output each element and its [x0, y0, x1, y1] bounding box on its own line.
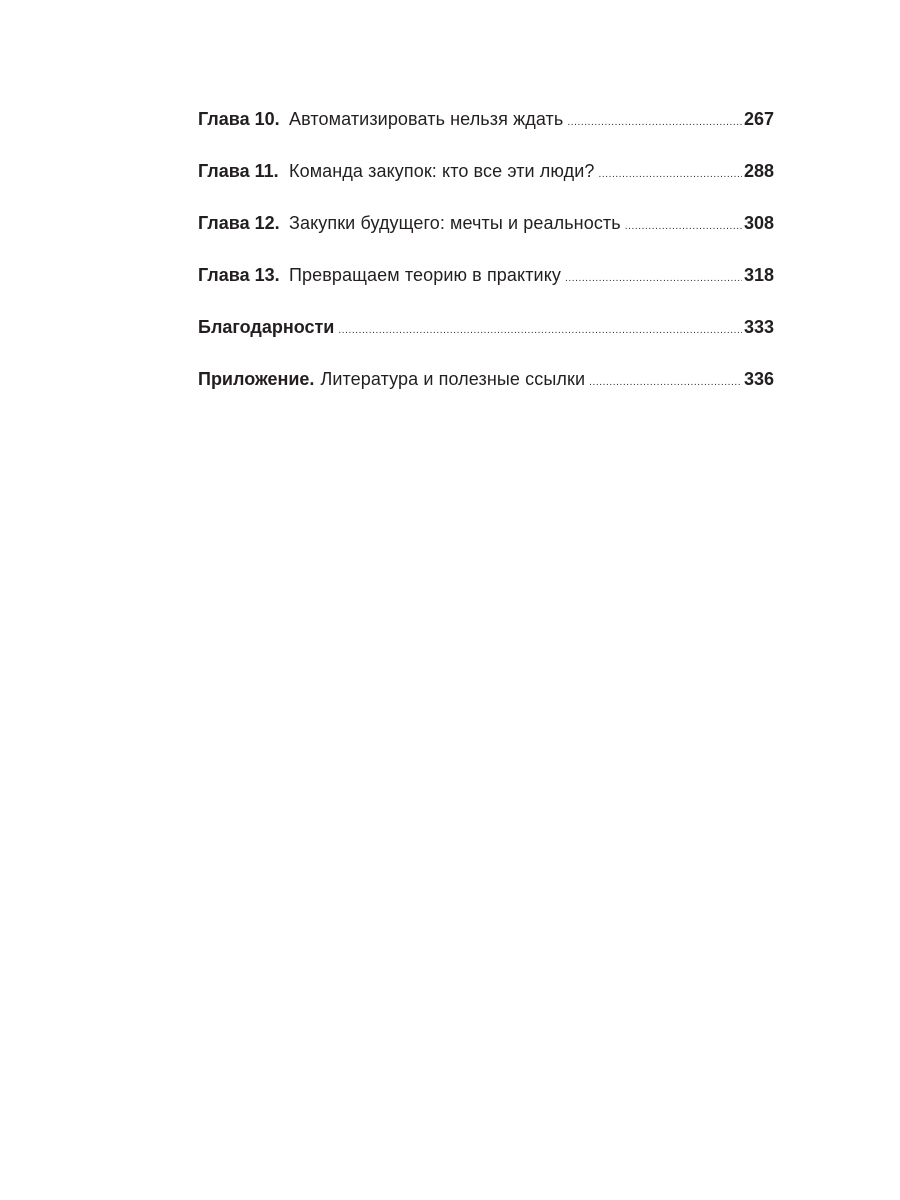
chapter-title: Команда закупок: кто все эти люди? [289, 161, 595, 181]
appendix-label: Приложение. [198, 369, 315, 389]
toc-entry-chapter-13[interactable] [198, 256, 774, 294]
dot-leader [567, 104, 742, 142]
chapter-title: Автоматизировать нельзя ждать [289, 109, 564, 129]
page-number: 318 [743, 265, 774, 285]
appendix-title: Литература и полезные ссылки [320, 369, 586, 389]
toc-entry-chapter-12[interactable] [198, 204, 774, 242]
page-number: 336 [743, 369, 774, 389]
chapter-label: Глава 13. [198, 265, 280, 285]
chapter-label: Глава 12. [198, 213, 280, 233]
dot-leader [598, 156, 741, 194]
chapter-title: Превращаем теорию в практику [289, 265, 561, 285]
dot-leader [565, 260, 742, 298]
dot-leader [338, 312, 742, 350]
dot-leader [589, 364, 742, 402]
toc-entry-appendix[interactable] [198, 360, 774, 398]
page-number: 288 [743, 161, 774, 181]
table-of-contents [198, 100, 774, 412]
toc-entry-acknowledgements[interactable] [198, 308, 774, 346]
toc-entry-chapter-10[interactable] [198, 100, 774, 138]
page-number: 308 [743, 213, 774, 233]
page-number: 267 [743, 109, 774, 129]
chapter-title: Закупки будущего: мечты и реальность [289, 213, 621, 233]
chapter-label: Глава 10. [198, 109, 280, 129]
page-number: 333 [743, 317, 774, 337]
dot-leader [625, 208, 742, 246]
toc-entry-chapter-11[interactable] [198, 152, 774, 190]
chapter-label: Глава 11. [198, 161, 279, 181]
acknowledgements-title: Благодарности [198, 317, 335, 337]
